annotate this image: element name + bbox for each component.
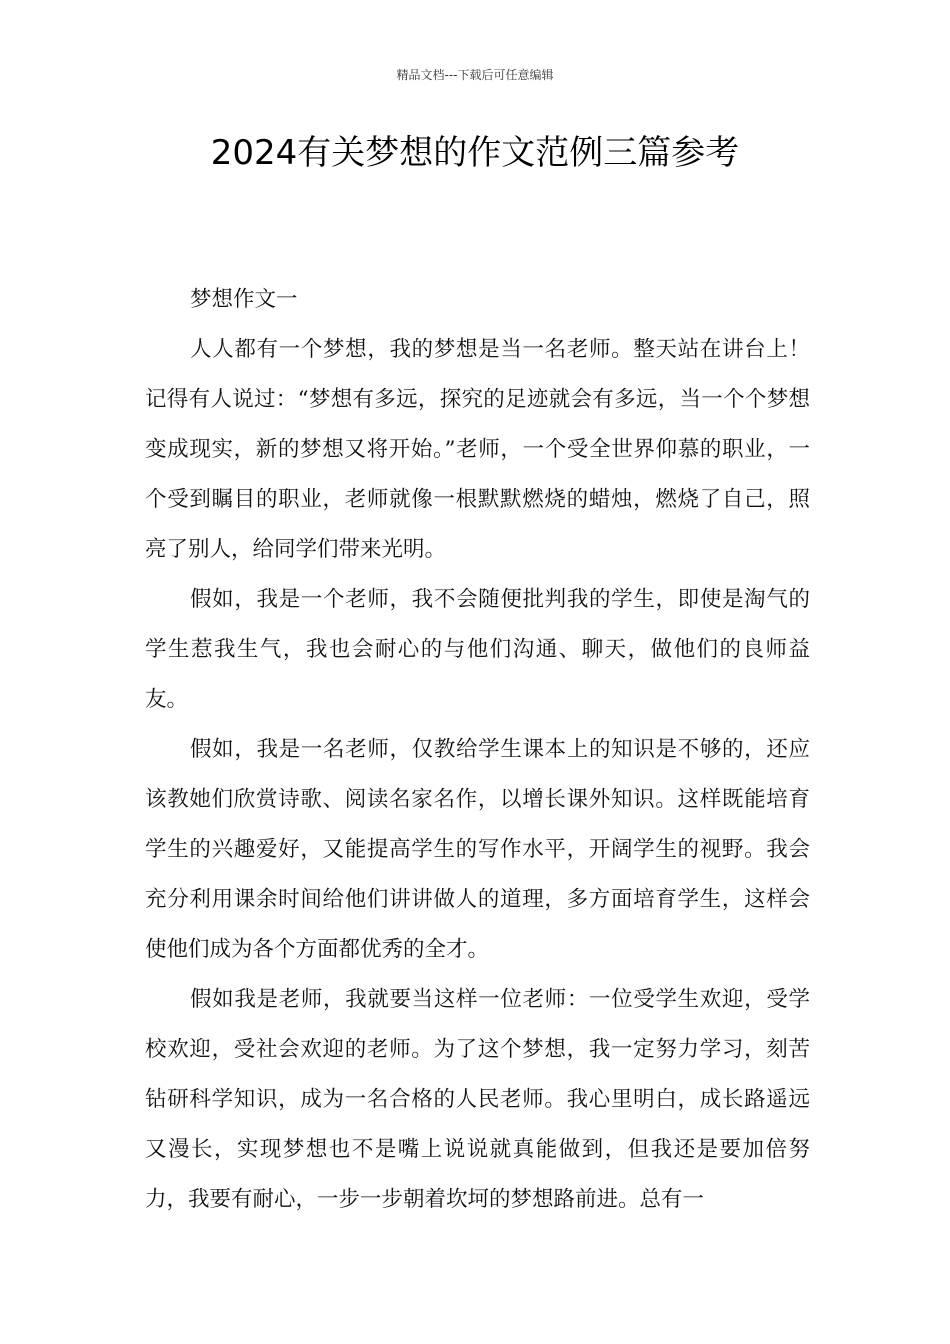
paragraph-4: 假如我是老师，我就要当这样一位老师：一位受学生欢迎，受学校欢迎，受社会欢迎的老师。为了这个梦想，我一定努力学习，刻苦钻研科学知识，成为一名合格的人民老师。我心里明白，成长路遥远又漫长，实现梦想也不是嘴上说说就真能做到，但我还是要加倍努力，我要有耐心，一步一步朝着坎坷的梦想路前进。总有一 (145, 987, 810, 1212)
paragraph-3: 假如，我是一名老师，仅教给学生课本上的知识是不够的，还应该教她们欣赏诗歌、阅读名家名作，以增长课外知识。这样既能培育学生的兴趣爱好，又能提高学生的写作水平，开阔学生的视野。我会充分利用课余时间给他们讲讲做人的道理，多方面培育学生，这样会使他们成为各个方面都优秀的全才。 (145, 737, 810, 962)
header-note: 精品文档---下载后可任意编辑 (396, 68, 554, 82)
paragraph-1: 人人都有一个梦想，我的梦想是当一名老师。整天站在讲台上！记得有人说过：“梦想有多远，探究的足迹就会有多远，当一个个梦想变成现实，新的梦想又将开始。”老师，一个受全世界仰慕的职业，一个受到瞩目的职业，老师就像一根默默燃烧的蜡烛，燃烧了自己，照亮了别人，给同学们带来光明。 (145, 337, 810, 562)
document-title: 2024有关梦想的作文范例三篇参考 (210, 133, 740, 173)
document-body (145, 275, 810, 1225)
paragraph-2: 假如，我是一个老师，我不会随便批判我的学生，即使是淘气的学生惹我生气，我也会耐心的与他们沟通、聊天，做他们的良师益友。 (145, 587, 810, 712)
section-heading: 梦想作文一 (190, 287, 298, 312)
